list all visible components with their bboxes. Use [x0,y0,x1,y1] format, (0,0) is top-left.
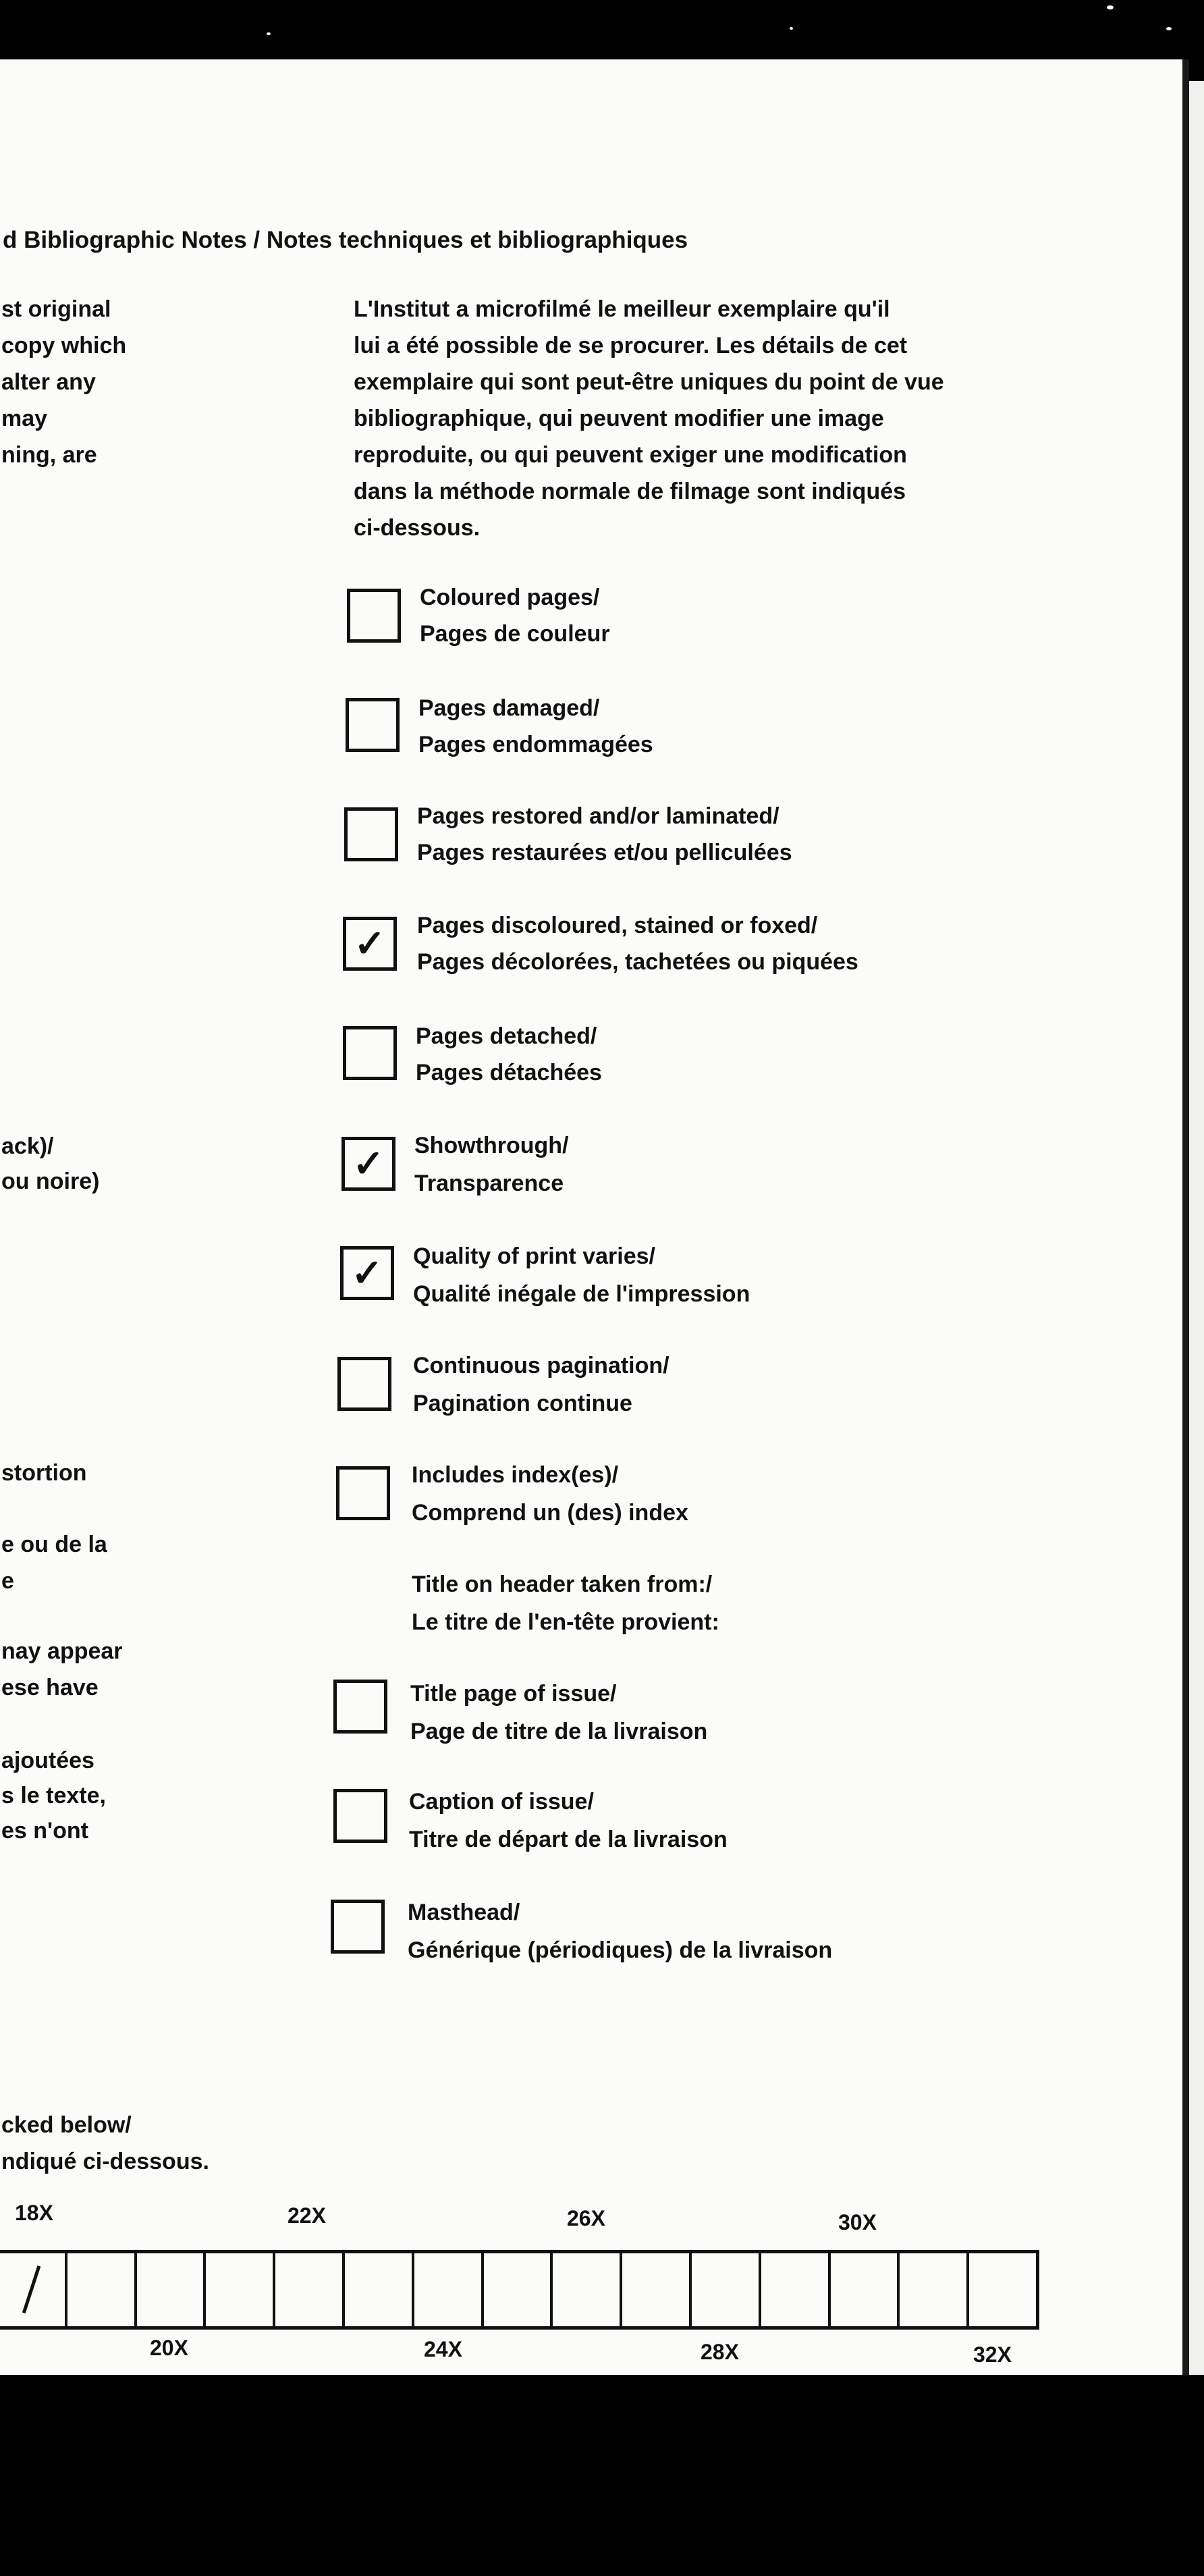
scale-cell [203,2253,273,2326]
left-fragment: st original [1,296,111,322]
page-edge-shadow [1182,59,1189,2375]
checkbox-label-en: Caption of issue/ [409,1789,594,1815]
scale-cell [620,2253,689,2326]
checkbox-label-en: Showthrough/ [414,1133,569,1158]
checkbox-caption-of-issue[interactable] [333,1789,387,1843]
checkbox-label-fr: Titre de départ de la livraison [409,1827,728,1852]
checkbox-masthead[interactable] [331,1900,385,1954]
scale-cell [897,2253,966,2326]
scale-label-top: 18X [15,2201,53,2225]
scale-cell [134,2253,204,2326]
checkbox-showthrough[interactable] [341,1137,395,1191]
scale-cell [828,2253,898,2326]
scale-cell [966,2253,1036,2326]
intro-line: dans la méthode normale de filmage sont indiqués [354,479,906,504]
check-mark-icon: ✓ [352,1142,385,1185]
checkbox-pages-damaged[interactable] [346,698,400,752]
left-fragment: s le texte, [1,1783,106,1808]
film-speck [267,32,271,35]
checkbox-coloured-pages[interactable] [347,589,401,643]
checkbox-label-fr: Générique (périodiques) de la livraison [408,1937,833,1963]
film-speck [790,27,793,30]
left-fragment: ack)/ [1,1133,54,1159]
checkbox-label-en: Coloured pages/ [420,585,600,610]
checkbox-label-en: Continuous pagination/ [413,1353,669,1378]
scale-label-bottom: 28X [701,2340,739,2364]
checkbox-label-fr: Pages de couleur [420,621,610,647]
intro-line: reproduite, ou qui peuvent exiger une modification [354,442,907,468]
scale-label-top: 30X [838,2210,877,2234]
page-heading: d Bibliographic Notes / Notes techniques et bibliographiques [3,227,688,253]
checkbox-continuous-pagination[interactable] [337,1357,391,1411]
scale-cell [759,2253,828,2326]
left-fragment: e ou de la [1,1532,107,1557]
checkbox-label-en: Quality of print varies/ [413,1243,655,1269]
scale-label-bottom: 24X [424,2337,462,2361]
intro-line: lui a été possible de se procurer. Les détails de cet [354,333,908,358]
checkbox-label-en: Pages discoloured, stained or foxed/ [417,913,818,938]
film-speck [1166,27,1172,30]
left-fragment: stortion [1,1460,87,1486]
left-fragment: ajoutées [1,1748,94,1773]
scale-cell [65,2253,134,2326]
intro-line: ci-dessous. [354,515,481,541]
checkbox-label-fr: Comprend un (des) index [412,1500,688,1526]
checkbox-label-fr: Qualité inégale de l'impression [413,1281,750,1307]
left-fragment: alter any [1,369,96,395]
scale-cell [412,2253,481,2326]
checkbox-label-fr: Pages détachées [416,1060,602,1085]
checkbox-label-fr: Page de titre de la livraison [410,1719,708,1744]
checkbox-label-fr: Pagination continue [413,1391,632,1416]
checkbox-pages-discoloured[interactable] [343,917,397,971]
left-fragment: es n'ont [1,1818,88,1844]
left-fragment: ou noire) [1,1169,100,1194]
intro-line: exemplaire qui sont peut-être uniques du point de vue [354,369,944,395]
left-fragment: cked below/ [1,2112,132,2138]
checkbox-label-en: Masthead/ [408,1900,520,1925]
checkbox-label-fr: Pages décolorées, tachetées ou piquées [417,949,858,975]
checkbox-pages-detached[interactable] [343,1026,397,1080]
adjacent-page-strip [1189,81,1204,2375]
film-speck [1107,5,1114,9]
checkbox-pages-restored[interactable] [344,807,398,861]
checkbox-label-en: Pages damaged/ [418,695,600,721]
left-fragment: nay appear [1,1638,123,1664]
check-mark-icon: ✓ [354,922,386,965]
reduction-ratio-scale [0,2250,1039,2330]
left-fragment: may [1,406,48,431]
scale-cell [481,2253,551,2326]
scale-cell [273,2253,342,2326]
checkbox-label-en: Pages detached/ [416,1023,597,1049]
left-fragment: copy which [1,333,127,358]
checkbox-label-en: Title page of issue/ [410,1681,617,1707]
scale-label-bottom: 20X [150,2336,188,2360]
left-fragment: ese have [1,1675,99,1700]
checkbox-quality-of-print[interactable] [340,1246,394,1300]
scale-cell [342,2253,412,2326]
checkbox-label-fr: Pages endommagées [418,732,653,757]
checkbox-includes-index[interactable] [336,1466,390,1520]
left-fragment: e [1,1568,14,1594]
scale-cell-marked [0,2253,65,2326]
scale-label-top: 22X [288,2203,326,2228]
checkbox-title-page-of-issue[interactable] [333,1680,387,1734]
checkbox-label-fr: Transparence [414,1171,564,1196]
intro-line: bibliographique, qui peuvent modifier une image [354,406,884,431]
header-note-fr: Le titre de l'en-tête provient: [412,1609,719,1635]
header-note-en: Title on header taken from:/ [412,1572,713,1597]
checkbox-label-en: Pages restored and/or laminated/ [417,803,779,829]
scale-cell [550,2253,620,2326]
intro-line: L'Institut a microfilmé le meilleur exemplaire qu'il [354,296,890,322]
scale-label-bottom: 32X [973,2342,1012,2367]
checkbox-label-fr: Pages restaurées et/ou pelliculées [417,840,792,865]
scale-label-top: 26X [567,2206,605,2230]
left-fragment: ndiqué ci-dessous. [1,2149,209,2174]
checkbox-label-en: Includes index(es)/ [412,1462,619,1488]
left-fragment: ning, are [1,442,97,468]
scale-cell [689,2253,759,2326]
check-mark-icon: ✓ [351,1252,383,1294]
